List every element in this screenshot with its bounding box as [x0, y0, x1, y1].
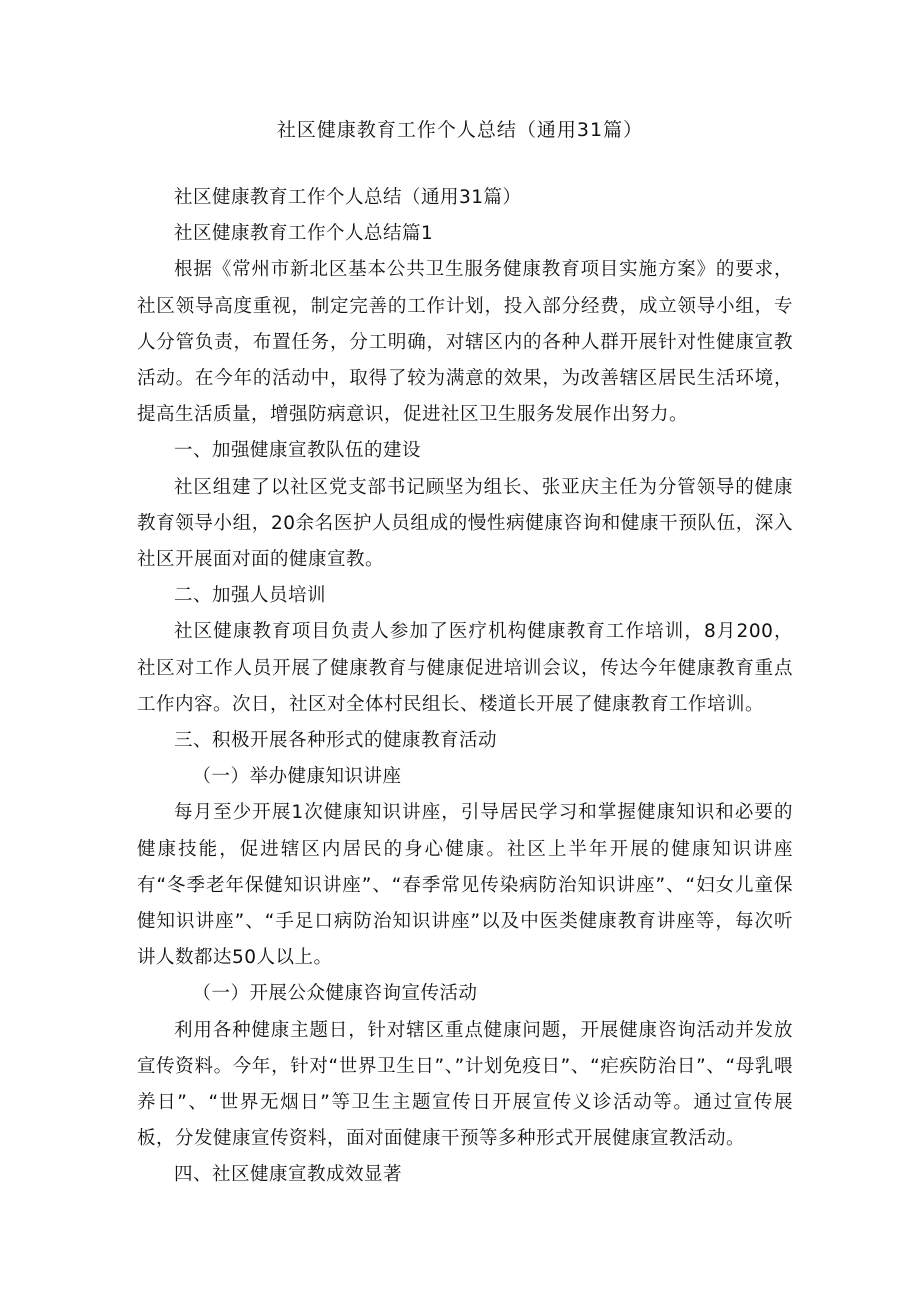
section-heading: 一、加强健康宣教队伍的建设: [174, 440, 422, 462]
body-paragraph: 每月至少开展1次健康知识讲座，引导居民学习和掌握健康知识和必要的健康技能，促进辖区内居民的身心健康。社区上半年开展的健康知识讲座有“冬季老年保健知识讲座”、“春季常见传染病防治知识讲座”、“妇女儿童保健知识讲座”、“手足口病防治知识讲座”以及中医类健康教育讲座等，每次听讲人数都达50人以上。: [137, 802, 793, 969]
body-paragraph: 利用各种健康主题日，针对辖区重点健康问题，开展健康咨询活动并发放宣传资料。今年，针对“世界卫生日”、”计划免疫日”、“疟疾防治日”、“母乳喂养日”、“世界无烟日”等卫生主题宣传日开展宣传义诊活动等。通过宣传展板，分发健康宣传资料，面对面健康干预等多种形式开展健康宣教活动。: [137, 1019, 793, 1150]
document-title: 社区健康教育工作个人总结（通用31篇）: [276, 119, 644, 141]
body-paragraph: 根据《常州市新北区基本公共卫生服务健康教育项目实施方案》的要求，社区领导高度重视，制定完善的工作计划，投入部分经费，成立领导小组，专人分管负责，布置任务，分工明确，对辖区内的各种人群开展针对性健康宣教活动。在今年的活动中，取得了较为满意的效果，为改善辖区居民生活环境，提高生活质量，增强防病意识，促进社区卫生服务发展作出努力。: [137, 259, 793, 426]
subsection-heading: （一）开展公众健康咨询宣传活动: [192, 983, 478, 1005]
section-heading: 三、积极开展各种形式的健康教育活动: [174, 730, 498, 752]
section-heading: 二、加强人员培训: [174, 585, 327, 607]
body-paragraph: 社区组建了以社区党支部书记顾坚为组长、张亚庆主任为分管领导的健康教育领导小组，20余名医护人员组成的慢性病健康咨询和健康干预队伍，深入社区开展面对面的健康宣教。: [137, 476, 793, 571]
section-heading: 四、社区健康宣教成效显著: [174, 1164, 403, 1186]
document-body: [137, 180, 793, 1194]
subsection-heading: （一）举办健康知识讲座: [192, 766, 402, 788]
section-heading: 社区健康教育工作个人总结篇1: [174, 223, 434, 245]
body-paragraph: 社区健康教育项目负责人参加了医疗机构健康教育工作培训，8月200，社区对工作人员开展了健康教育与健康促进培训会议，传达今年健康教育重点工作内容。次日，社区对全体村民组长、楼道长开展了健康教育工作培训。: [137, 621, 793, 715]
subtitle-paragraph: 社区健康教育工作个人总结（通用31篇）: [174, 187, 522, 208]
